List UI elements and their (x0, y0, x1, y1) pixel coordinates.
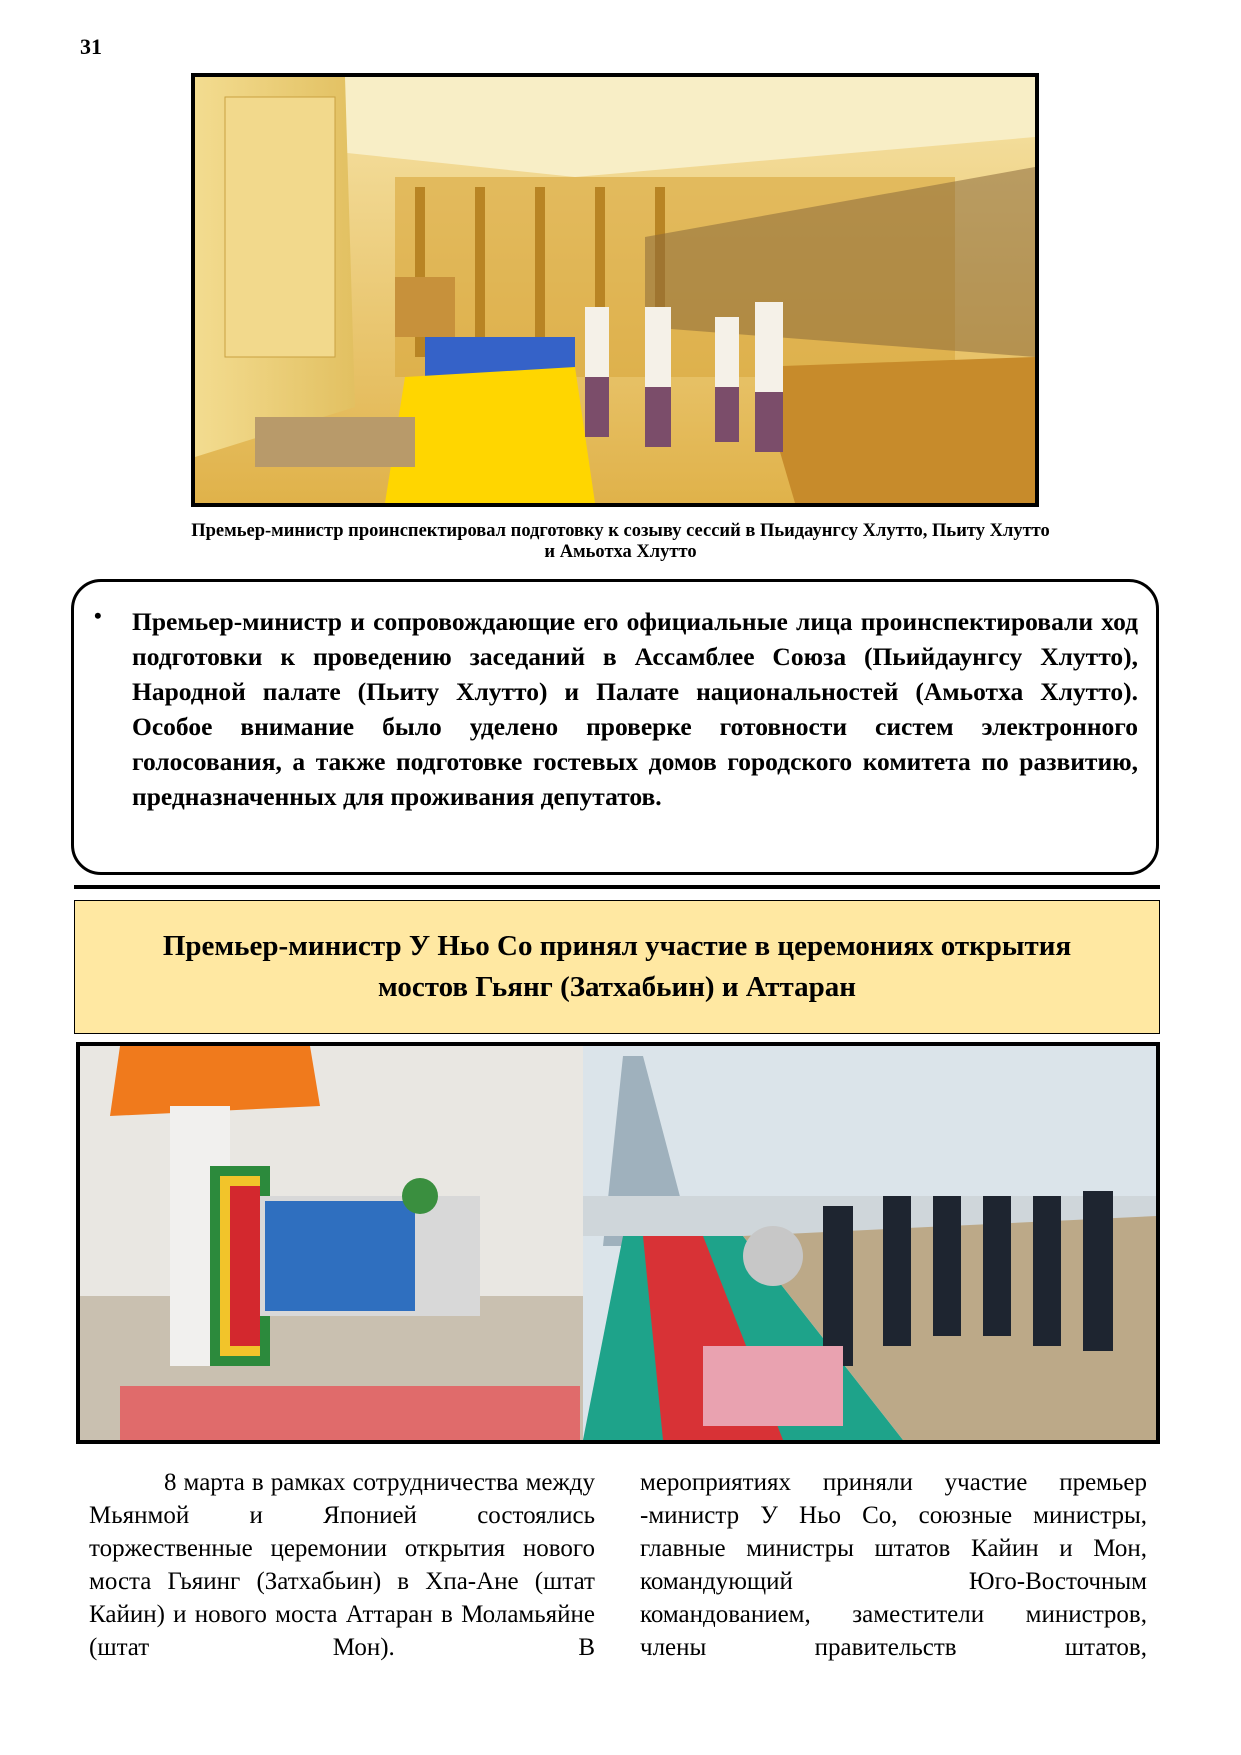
article-column-left: 8 марта в рамках сотрудничества между Мьянмой и Японией состоялись торжественные церемонии открытия нового моста Гьяинг (Затхабьин) в Хпа-Ане (штат Кайин) и нового моста Аттаран в Моламьяйне (штат Мон). В (89, 1469, 595, 1661)
caption-line-1: Премьер-министр проинспектировал подготовку к созыву сессий в Пьидаунгсу Хлутто, Пьиту Хлутто (191, 521, 1050, 541)
bridge-ceremony-photos (76, 1042, 1160, 1444)
bridge-monument-photo (80, 1046, 583, 1440)
parliament-hall-photo (191, 73, 1039, 507)
bullet-text: Премьер-министр и сопровождающие его официальные лица проинспектировали ход подготовки к проведению заседаний в Ассамблее Союза (Пьийдаунгсу Хлутто), Народной палате (Пьиту Хлутто) и Палате национальностей (Амьотха Хлутто). Особое внимание было уделено проверке готовности систем электронного голосования, а также подготовке гостевых домов городского комитета по развитию, предназначенных для проживания депутатов. (132, 607, 1138, 811)
section-headline (74, 900, 1160, 1034)
article-column-right: мероприятиях приняли участие премьер -министр У Ньо Со, союзные министры, главные министры штатов Кайин и Мон, командующий Юго-Восточным командованием, заместители министров, члены правительств штатов, (640, 1469, 1147, 1661)
section-divider (74, 885, 1160, 889)
page-number: 31 (80, 34, 102, 59)
bullet-box (71, 579, 1159, 875)
caption-line-2: и Амьотха Хлутто (544, 542, 697, 562)
headline-text: Премьер-министр У Ньо Со принял участие в церемониях открытия мостов Гьянг (Затхабьин) и Аттаран (162, 930, 1072, 1003)
photo-caption (120, 521, 1121, 563)
attaran-bridge-photo (583, 1046, 1156, 1440)
bullet-dot-icon: • (94, 603, 102, 628)
